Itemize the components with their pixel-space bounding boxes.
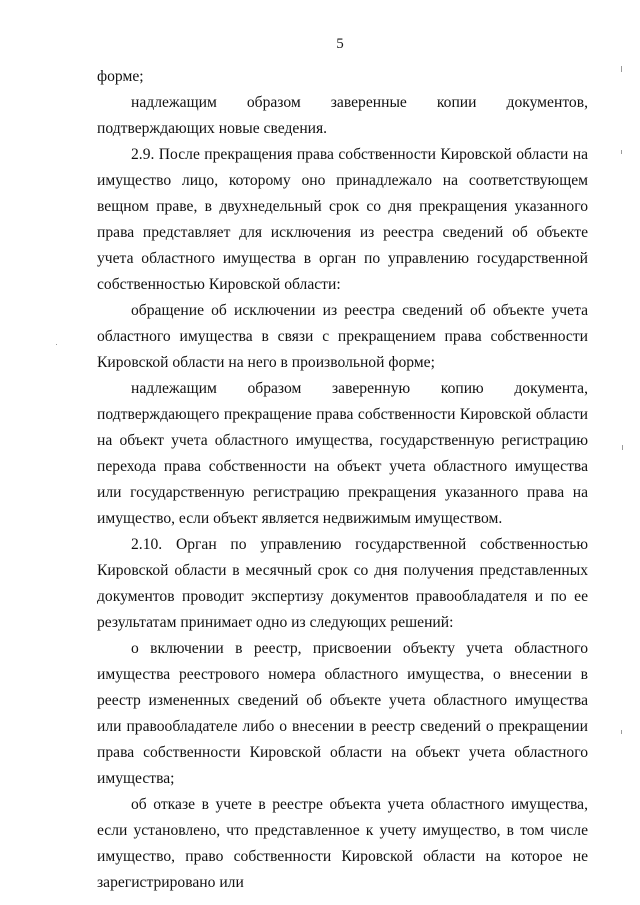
- scan-artifact: [622, 445, 623, 450]
- paragraph-2-10: 2.10. Орган по управлению государственной собственностью Кировской области в месячный срок со дня получения представленных документов проводит экспертизу документов правообладателя и по ее результатам принимает одно из следующих решений:: [97, 536, 588, 631]
- paragraph-decision-refuse: об отказе в учете в реестре объекта учета областного имущества, если установлено, что представленное к учету имущество, в том числе имущество, право собственности Кировской области на которое не зарегистрировано или: [97, 796, 588, 891]
- paragraph-decision-include: о включении в реестр, присвоении объекту учета областного имущества реестрового номера областного имущества, о внесении в реестр измененных сведений об объекте учета областного имущества или правообладателе либо о внесении в реестр сведений о прекращении права собственности Кировской области на объект учета областного имущества;: [97, 640, 588, 787]
- document-body: [97, 64, 588, 896]
- paragraph-exclusion-request: обращение об исключении из реестра сведений об объекте учета областного имущества в связи с прекращением права собственности Кировской области на него в произвольной форме;: [97, 302, 588, 371]
- paragraph-certified-copy: надлежащим образом заверенную копию документа, подтверждающего прекращение права собственности Кировской области на объект учета областного имущества, государственную регистрацию перехода права собственности на объект учета областного имущества или государственную регистрацию прекращения указанного права на имущество, если объект является недвижимым имуществом.: [97, 380, 588, 527]
- paragraph-continuation: форме;: [97, 68, 144, 85]
- scan-artifact: [621, 66, 622, 72]
- paragraph-copies-new-info: надлежащим образом заверенные копии документов, подтверждающих новые сведения.: [97, 94, 588, 137]
- page-number: 5: [336, 36, 344, 52]
- scan-artifact: [621, 150, 622, 154]
- paragraph-2-9: 2.9. После прекращения права собственности Кировской области на имущество лицо, которому оно принадлежало на соответствующем вещном праве, в двухнедельный срок со дня прекращения указанного права представляет для исключения из реестра сведений об объекте учета областного имущества в орган по управлению государственной собственностью Кировской области:: [97, 146, 588, 293]
- scan-artifact: [621, 730, 622, 734]
- scan-artifact: [56, 344, 57, 345]
